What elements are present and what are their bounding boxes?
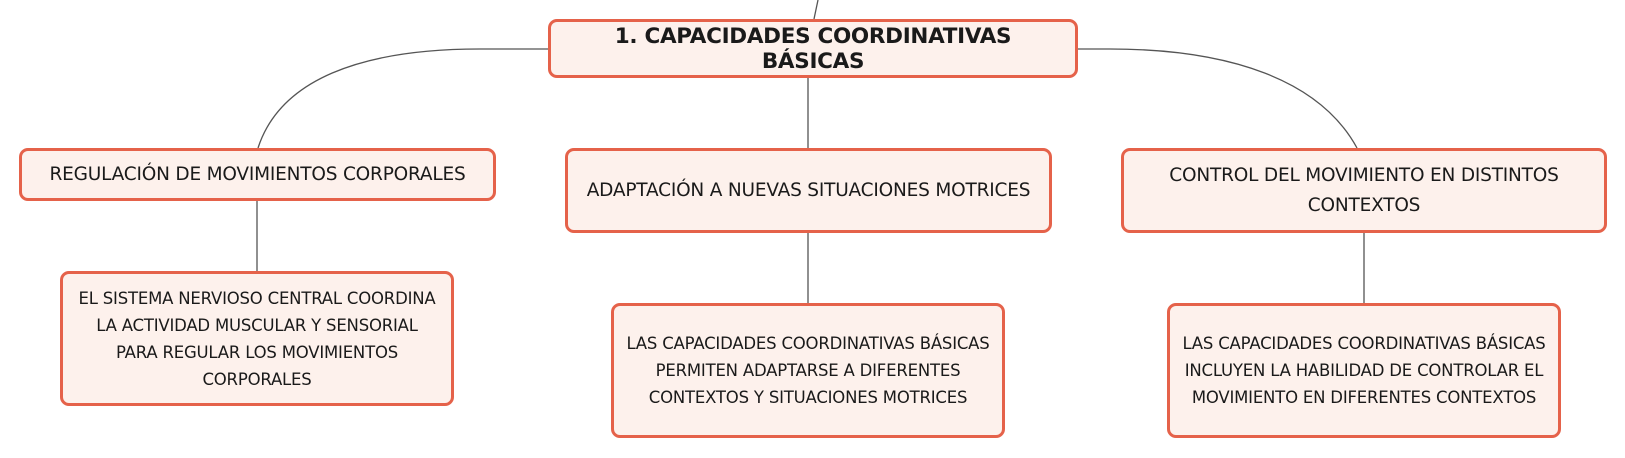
detail-node-2[interactable] bbox=[611, 303, 1005, 438]
parent-connector bbox=[814, 0, 818, 19]
topic-node-3-label: CONTROL DEL MOVIMIENTO EN DISTINTOS CONTEXTOS bbox=[1169, 164, 1559, 216]
topic-node-2[interactable] bbox=[565, 148, 1052, 233]
detail-node-3-text: LAS CAPACIDADES COORDINATIVAS BÁSICAS INCLUYEN LA HABILIDAD DE CONTROLAR EL MOVIMIENTO EN DIFERENTES CONTEXTOS bbox=[1182, 334, 1546, 407]
connector-root-to-branch-1 bbox=[258, 49, 548, 148]
connector-root-to-branch-3 bbox=[1078, 49, 1357, 148]
topic-node-3[interactable] bbox=[1121, 148, 1607, 233]
topic-node-2-label: ADAPTACIÓN A NUEVAS SITUACIONES MOTRICES bbox=[586, 179, 1031, 201]
root-node[interactable] bbox=[548, 19, 1078, 78]
topic-node-1-label: REGULACIÓN DE MOVIMIENTOS CORPORALES bbox=[49, 163, 466, 185]
root-node-label: 1. CAPACIDADES COORDINATIVAS BÁSICAS bbox=[614, 23, 1012, 74]
detail-node-2-text: LAS CAPACIDADES COORDINATIVAS BÁSICAS PERMITEN ADAPTARSE A DIFERENTES CONTEXTOS Y SITUACIONES MOTRICES bbox=[626, 334, 990, 407]
detail-node-3[interactable] bbox=[1167, 303, 1561, 438]
detail-node-1[interactable] bbox=[60, 271, 454, 406]
detail-node-1-text: EL SISTEMA NERVIOSO CENTRAL COORDINA LA ACTIVIDAD MUSCULAR Y SENSORIAL PARA REGULAR LOS MOVIMIENTOS CORPORALES bbox=[78, 288, 436, 389]
topic-node-1[interactable] bbox=[19, 148, 496, 201]
